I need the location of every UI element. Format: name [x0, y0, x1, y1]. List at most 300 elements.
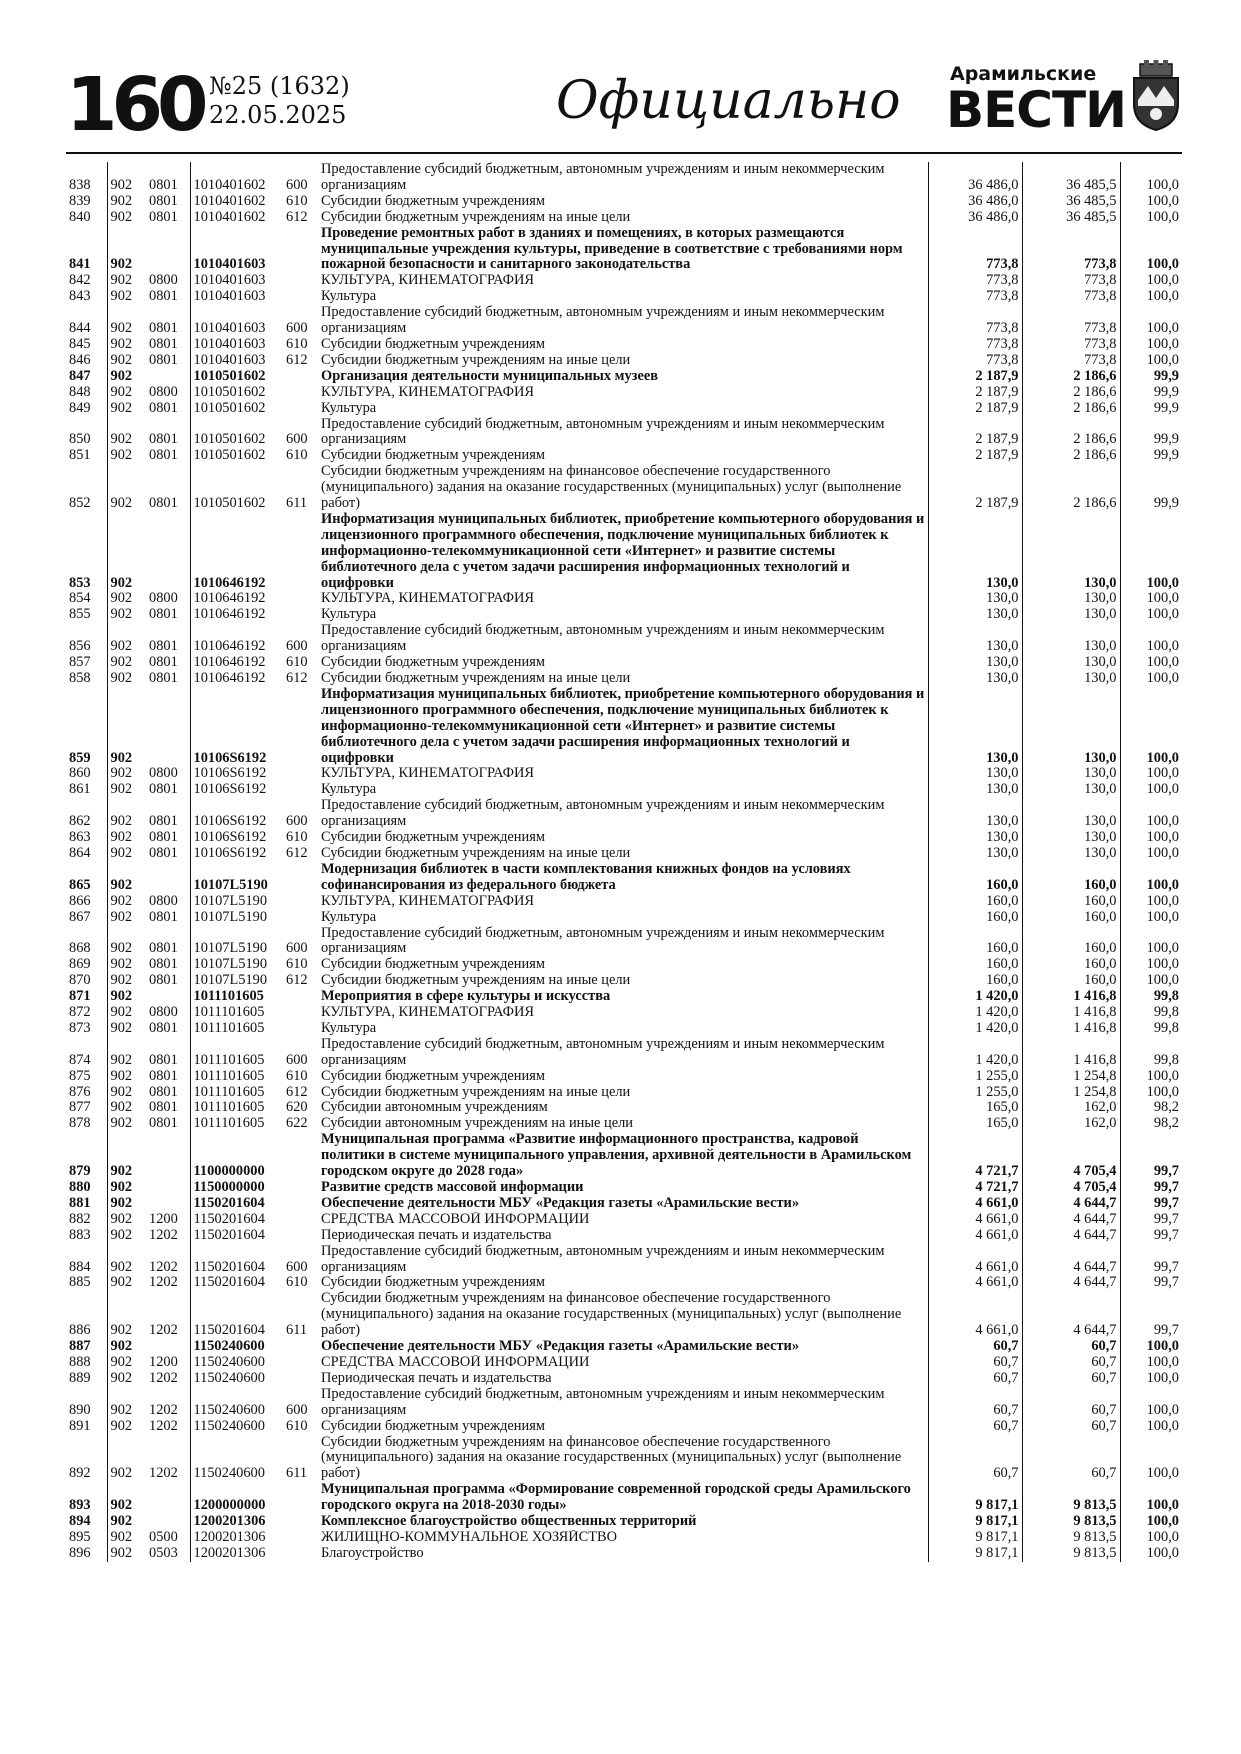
execution-percent: 100,0: [1120, 862, 1182, 894]
execution-percent: 100,0: [1120, 846, 1182, 862]
section-code: 0503: [146, 1546, 190, 1562]
actual-amount: 130,0: [1022, 687, 1120, 767]
planned-amount: 9 817,1: [928, 1546, 1022, 1562]
table-row: [66, 1514, 1182, 1530]
row-number: 867: [66, 910, 107, 926]
row-number: 895: [66, 1530, 107, 1546]
item-name: Культура: [321, 909, 377, 925]
table-row: [66, 1275, 1182, 1291]
row-number: 882: [66, 1212, 107, 1228]
actual-amount: 4 644,7: [1022, 1291, 1120, 1339]
table-row: [66, 655, 1182, 671]
planned-amount: 2 187,9: [928, 369, 1022, 385]
table-row: [66, 926, 1182, 958]
item-name: Предоставление субсидий бюджетным, автономным учреждениям и иным некоммерческим организациям: [321, 798, 885, 830]
actual-amount: 773,8: [1022, 226, 1120, 274]
row-number: 871: [66, 989, 107, 1005]
actual-amount: 130,0: [1022, 846, 1120, 862]
planned-amount: 130,0: [928, 623, 1022, 655]
actual-amount: 1 416,8: [1022, 1037, 1120, 1069]
row-number: 847: [66, 369, 107, 385]
execution-percent: 99,8: [1120, 1005, 1182, 1021]
section-code: 0800: [146, 273, 190, 289]
item-name: Проведение ремонтных работ в зданиях и помещениях, в которых размещаются муниципальные учреждения культуры, приведение в соответствие с требованиями норм пожарной безопасности и санитарного законодательства: [321, 225, 903, 273]
section-code: 1200: [146, 1212, 190, 1228]
planned-amount: 60,7: [928, 1419, 1022, 1435]
section-title: Официально: [556, 71, 901, 131]
item-name: Периодическая печать и издательства: [321, 1370, 552, 1386]
row-number: 893: [66, 1482, 107, 1514]
chapter-code: 902: [110, 1195, 133, 1211]
item-name: Информатизация муниципальных библиотек, приобретение компьютерного оборудования и лицензионного программного обеспечения, подключение муниципальных библиотек к информационно-телекоммуникационной сети «Интернет» и развитие системы библиотечного дела с учетом задачи расширения информационных технологий и оцифровки: [321, 511, 925, 591]
expense-type-code: 600: [286, 1258, 308, 1275]
expense-type-code: 610: [286, 1068, 308, 1084]
table-row: [66, 607, 1182, 623]
expense-type-code: 610: [286, 957, 308, 973]
item-name: ЖИЛИЩНО-КОММУНАЛЬНОЕ ХОЗЯЙСТВО: [321, 1529, 618, 1545]
planned-amount: 1 255,0: [928, 1069, 1022, 1085]
planned-amount: 130,0: [928, 830, 1022, 846]
target-code: 1200000000: [193, 1497, 266, 1514]
section-code: 0801: [146, 1100, 190, 1116]
table-row: [66, 369, 1182, 385]
row-number: 872: [66, 1005, 107, 1021]
target-code: 1011101605: [193, 1100, 265, 1116]
planned-amount: 160,0: [928, 910, 1022, 926]
row-number: 841: [66, 226, 107, 274]
expense-type-code: [283, 766, 318, 782]
chapter-code: 902: [110, 749, 133, 766]
expense-type-code: 610: [286, 336, 308, 352]
chapter-code: 902: [110, 1275, 133, 1291]
section-code: 0801: [146, 782, 190, 798]
table-row: [66, 1228, 1182, 1244]
target-code: 1200201306: [193, 1529, 266, 1545]
execution-percent: 100,0: [1120, 655, 1182, 671]
row-number: 864: [66, 846, 107, 862]
chapter-code: 902: [110, 209, 133, 225]
expense-type-code: [283, 1196, 318, 1212]
chapter-code: 902: [110, 574, 133, 591]
execution-percent: 100,0: [1120, 591, 1182, 607]
target-code: 1150240600: [193, 1401, 265, 1418]
table-row: [66, 973, 1182, 989]
chapter-code: 902: [110, 973, 133, 989]
table-row: [66, 337, 1182, 353]
table-row: [66, 1482, 1182, 1514]
expense-type-code: [283, 1228, 318, 1244]
item-name: Предоставление субсидий бюджетным, автономным учреждениям и иным некоммерческим организациям: [321, 1386, 885, 1418]
row-number: 852: [66, 464, 107, 512]
table-row: [66, 1244, 1182, 1276]
actual-amount: 4 644,7: [1022, 1212, 1120, 1228]
table-row: [66, 989, 1182, 1005]
actual-amount: 160,0: [1022, 973, 1120, 989]
target-code: 1150201604: [193, 1258, 265, 1275]
item-name: Культура: [321, 289, 377, 305]
actual-amount: 60,7: [1022, 1387, 1120, 1419]
chapter-code: 902: [110, 273, 133, 289]
execution-percent: 100,0: [1120, 623, 1182, 655]
section-code: 0500: [146, 1530, 190, 1546]
brand-name-bottom: ВЕСТИ: [946, 81, 1126, 139]
chapter-code: 902: [110, 957, 133, 973]
table-row: [66, 1116, 1182, 1132]
target-code: 1010401603: [193, 289, 266, 305]
target-code: 1010401602: [193, 193, 266, 209]
expense-type-code: 612: [286, 209, 308, 225]
planned-amount: 4 661,0: [928, 1275, 1022, 1291]
chapter-code: 902: [110, 876, 133, 893]
execution-percent: 99,9: [1120, 448, 1182, 464]
item-name: Субсидии бюджетным учреждениям: [321, 193, 545, 209]
section-code: 0801: [146, 162, 190, 194]
chapter-code: 902: [110, 1051, 133, 1068]
row-number: 868: [66, 926, 107, 958]
target-code: 10107L5190: [193, 893, 268, 909]
section-code: 0801: [146, 846, 190, 862]
planned-amount: 130,0: [928, 671, 1022, 687]
table-row: [66, 448, 1182, 464]
chapter-code: 902: [110, 431, 133, 448]
expense-type-code: [283, 289, 318, 305]
actual-amount: 2 186,6: [1022, 401, 1120, 417]
target-code: 1150240600: [193, 1418, 265, 1434]
item-name: Субсидии бюджетным учреждениям: [321, 1068, 545, 1084]
table-row: [66, 623, 1182, 655]
row-number: 838: [66, 162, 107, 194]
execution-percent: 100,0: [1120, 1069, 1182, 1085]
chapter-code: 902: [110, 655, 133, 671]
item-name: Предоставление субсидий бюджетным, автономным учреждениям и иным некоммерческим организациям: [321, 162, 885, 193]
planned-amount: 4 721,7: [928, 1180, 1022, 1196]
execution-percent: 100,0: [1120, 353, 1182, 369]
row-number: 858: [66, 671, 107, 687]
actual-amount: 162,0: [1022, 1116, 1120, 1132]
execution-percent: 98,2: [1120, 1116, 1182, 1132]
target-code: 1010646192: [193, 607, 266, 623]
row-number: 881: [66, 1196, 107, 1212]
section-code: 0801: [146, 401, 190, 417]
actual-amount: 60,7: [1022, 1419, 1120, 1435]
expense-type-code: [283, 607, 318, 623]
item-name: Субсидии автономным учреждениям: [321, 1100, 548, 1116]
expense-type-code: 612: [286, 973, 308, 989]
row-number: 869: [66, 957, 107, 973]
target-code: 10106S6192: [193, 813, 267, 830]
chapter-code: 902: [110, 1418, 133, 1434]
actual-amount: 160,0: [1022, 894, 1120, 910]
chapter-code: 902: [110, 909, 133, 925]
table-row: [66, 401, 1182, 417]
execution-percent: 100,0: [1120, 1546, 1182, 1562]
row-number: 876: [66, 1085, 107, 1101]
planned-amount: 2 187,9: [928, 464, 1022, 512]
target-code: 1010646192: [193, 591, 266, 607]
table-row: [66, 162, 1182, 194]
actual-amount: 160,0: [1022, 926, 1120, 958]
section-code: 0801: [146, 353, 190, 369]
planned-amount: 4 721,7: [928, 1132, 1022, 1180]
chapter-code: 902: [110, 1020, 133, 1036]
execution-percent: 99,9: [1120, 369, 1182, 385]
expense-type-code: [283, 1546, 318, 1562]
expense-type-code: 610: [286, 655, 308, 671]
target-code: 1010401603: [193, 336, 266, 352]
target-code: 1010401602: [193, 209, 266, 225]
actual-amount: 160,0: [1022, 910, 1120, 926]
budget-table: [66, 162, 1182, 1562]
planned-amount: 4 661,0: [928, 1291, 1022, 1339]
chapter-code: 902: [110, 1211, 133, 1227]
item-name: Модернизация библиотек в части комплектования книжных фондов на условиях софинансирования из федерального бюджета: [321, 861, 851, 893]
planned-amount: 130,0: [928, 512, 1022, 592]
item-name: Субсидии бюджетным учреждениям: [321, 1418, 545, 1434]
actual-amount: 2 186,6: [1022, 464, 1120, 512]
execution-percent: 99,9: [1120, 417, 1182, 449]
chapter-code: 902: [110, 400, 133, 416]
actual-amount: 773,8: [1022, 289, 1120, 305]
planned-amount: 773,8: [928, 337, 1022, 353]
row-number: 878: [66, 1116, 107, 1132]
actual-amount: 130,0: [1022, 623, 1120, 655]
execution-percent: 100,0: [1120, 1419, 1182, 1435]
target-code: 1011101605: [193, 1068, 265, 1084]
target-code: 1010501602: [193, 448, 266, 464]
section-code: 0801: [146, 464, 190, 512]
item-name: Субсидии бюджетным учреждениям на иные цели: [321, 352, 631, 368]
expense-type-code: [283, 1212, 318, 1228]
row-number: 840: [66, 210, 107, 226]
table-row: [66, 385, 1182, 401]
execution-percent: 100,0: [1120, 798, 1182, 830]
expense-type-code: 611: [286, 495, 308, 512]
chapter-code: 902: [110, 1545, 133, 1561]
execution-percent: 99,8: [1120, 1021, 1182, 1037]
row-number: 887: [66, 1339, 107, 1355]
execution-percent: 99,9: [1120, 385, 1182, 401]
target-code: 10107L5190: [193, 957, 268, 973]
execution-percent: 100,0: [1120, 337, 1182, 353]
execution-percent: 100,0: [1120, 273, 1182, 289]
chapter-code: 902: [110, 989, 133, 1005]
table-row: [66, 305, 1182, 337]
item-name: Субсидии бюджетным учреждениям: [321, 448, 545, 464]
table-row: [66, 830, 1182, 846]
planned-amount: 60,7: [928, 1435, 1022, 1483]
actual-amount: 773,8: [1022, 305, 1120, 337]
execution-percent: 100,0: [1120, 289, 1182, 305]
table-row: [66, 591, 1182, 607]
section-code: 0801: [146, 798, 190, 830]
section-code: 0801: [146, 655, 190, 671]
planned-amount: 2 187,9: [928, 448, 1022, 464]
row-number: 845: [66, 337, 107, 353]
item-name: Субсидии бюджетным учреждениям на иные цели: [321, 209, 631, 225]
planned-amount: 36 486,0: [928, 194, 1022, 210]
chapter-code: 902: [110, 1497, 133, 1514]
row-number: 853: [66, 512, 107, 592]
page-header: [66, 60, 1182, 152]
target-code: 1010401602: [193, 176, 266, 193]
table-row: [66, 894, 1182, 910]
actual-amount: 36 485,5: [1022, 210, 1120, 226]
section-code: 0800: [146, 1005, 190, 1021]
actual-amount: 130,0: [1022, 512, 1120, 592]
chapter-code: 902: [110, 1163, 133, 1180]
expense-type-code: 610: [286, 448, 308, 464]
issue-date: 22.05.2025: [209, 101, 347, 129]
row-number: 880: [66, 1180, 107, 1196]
planned-amount: 160,0: [928, 862, 1022, 894]
item-name: Периодическая печать и издательства: [321, 1227, 552, 1243]
expense-type-code: 620: [286, 1100, 308, 1116]
table-row: [66, 862, 1182, 894]
actual-amount: 4 644,7: [1022, 1244, 1120, 1276]
table-row: [66, 273, 1182, 289]
execution-percent: 100,0: [1120, 194, 1182, 210]
planned-amount: 4 661,0: [928, 1196, 1022, 1212]
execution-percent: 100,0: [1120, 1339, 1182, 1355]
section-code: 0801: [146, 607, 190, 623]
execution-percent: 100,0: [1120, 1435, 1182, 1483]
execution-percent: 99,7: [1120, 1275, 1182, 1291]
target-code: 1010501602: [193, 400, 266, 416]
row-number: 862: [66, 798, 107, 830]
target-code: 10107L5190: [193, 940, 268, 957]
table-row: [66, 910, 1182, 926]
table-row: [66, 353, 1182, 369]
chapter-code: 902: [110, 1370, 133, 1386]
item-name: Муниципальная программа «Формирование современной городской среды Арамильского городского округа на 2018-2030 годы»: [321, 1482, 911, 1514]
actual-amount: 130,0: [1022, 655, 1120, 671]
actual-amount: 1 416,8: [1022, 1005, 1120, 1021]
chapter-code: 902: [110, 1465, 133, 1482]
planned-amount: 2 187,9: [928, 385, 1022, 401]
target-code: 1150201604: [193, 1275, 265, 1291]
planned-amount: 773,8: [928, 289, 1022, 305]
row-number: 849: [66, 401, 107, 417]
chapter-code: 902: [110, 845, 133, 861]
execution-percent: 99,7: [1120, 1180, 1182, 1196]
actual-amount: 36 485,5: [1022, 162, 1120, 194]
header-divider: [66, 152, 1182, 154]
actual-amount: 1 254,8: [1022, 1085, 1120, 1101]
actual-amount: 4 644,7: [1022, 1275, 1120, 1291]
expense-type-code: [283, 1530, 318, 1546]
actual-amount: 9 813,5: [1022, 1530, 1120, 1546]
planned-amount: 4 661,0: [928, 1212, 1022, 1228]
planned-amount: 9 817,1: [928, 1514, 1022, 1530]
target-code: 1010646192: [193, 574, 266, 591]
actual-amount: 1 254,8: [1022, 1069, 1120, 1085]
table-row: [66, 1005, 1182, 1021]
table-row: [66, 687, 1182, 767]
table-row: [66, 512, 1182, 592]
chapter-code: 902: [110, 495, 133, 512]
planned-amount: 130,0: [928, 846, 1022, 862]
item-name: Культура: [321, 400, 377, 416]
item-name: Субсидии бюджетным учреждениям: [321, 655, 545, 671]
execution-percent: 100,0: [1120, 926, 1182, 958]
row-number: 861: [66, 782, 107, 798]
planned-amount: 130,0: [928, 655, 1022, 671]
target-code: 1010646192: [193, 655, 266, 671]
item-name: Предоставление субсидий бюджетным, автономным учреждениям и иным некоммерческим организациям: [321, 305, 885, 337]
expense-type-code: 600: [286, 813, 308, 830]
planned-amount: 1 420,0: [928, 1037, 1022, 1069]
table-row: [66, 798, 1182, 830]
item-name: Субсидии бюджетным учреждениям: [321, 1275, 545, 1291]
planned-amount: 160,0: [928, 957, 1022, 973]
expense-type-code: 600: [286, 1401, 308, 1418]
section-code: 0801: [146, 973, 190, 989]
planned-amount: 160,0: [928, 973, 1022, 989]
target-code: 1150201604: [193, 1322, 265, 1339]
chapter-code: 902: [110, 638, 133, 655]
target-code: 1011101605: [193, 1051, 265, 1068]
actual-amount: 130,0: [1022, 766, 1120, 782]
section-code: 1202: [146, 1244, 190, 1276]
actual-amount: 60,7: [1022, 1355, 1120, 1371]
planned-amount: 4 661,0: [928, 1228, 1022, 1244]
chapter-code: 902: [110, 1068, 133, 1084]
section-code: [146, 687, 190, 767]
table-row: [66, 846, 1182, 862]
table-row: [66, 210, 1182, 226]
item-name: КУЛЬТУРА, КИНЕМАТОГРАФИЯ: [321, 893, 534, 909]
item-name: КУЛЬТУРА, КИНЕМАТОГРАФИЯ: [321, 273, 534, 289]
chapter-code: 902: [110, 1084, 133, 1100]
section-code: 0800: [146, 766, 190, 782]
expense-type-code: [283, 1355, 318, 1371]
execution-percent: 100,0: [1120, 226, 1182, 274]
row-number: 884: [66, 1244, 107, 1276]
item-name: Предоставление субсидий бюджетным, автономным учреждениям и иным некоммерческим организациям: [321, 1036, 885, 1068]
execution-percent: 99,8: [1120, 989, 1182, 1005]
section-code: 1202: [146, 1371, 190, 1387]
execution-percent: 100,0: [1120, 830, 1182, 846]
row-number: 848: [66, 385, 107, 401]
chapter-code: 902: [110, 671, 133, 686]
expense-type-code: 600: [286, 1051, 308, 1068]
execution-percent: 100,0: [1120, 512, 1182, 592]
row-number: 894: [66, 1514, 107, 1530]
row-number: 843: [66, 289, 107, 305]
expense-type-code: [283, 1132, 318, 1180]
row-number: 885: [66, 1275, 107, 1291]
row-number: 875: [66, 1069, 107, 1085]
table-row: [66, 1530, 1182, 1546]
execution-percent: 100,0: [1120, 687, 1182, 767]
target-code: 1011101605: [193, 989, 264, 1005]
row-number: 844: [66, 305, 107, 337]
planned-amount: 130,0: [928, 782, 1022, 798]
planned-amount: 130,0: [928, 798, 1022, 830]
section-code: [146, 862, 190, 894]
planned-amount: 165,0: [928, 1116, 1022, 1132]
table-row: [66, 1100, 1182, 1116]
expense-type-code: 611: [286, 1322, 308, 1339]
section-code: [146, 1482, 190, 1514]
item-name: СРЕДСТВА МАССОВОЙ ИНФОРМАЦИИ: [321, 1211, 590, 1227]
expense-type-code: 610: [286, 193, 308, 209]
section-code: 0801: [146, 623, 190, 655]
item-name: Культура: [321, 607, 377, 623]
row-number: 870: [66, 973, 107, 989]
city-crest-icon: [1130, 60, 1182, 132]
section-code: 0801: [146, 194, 190, 210]
